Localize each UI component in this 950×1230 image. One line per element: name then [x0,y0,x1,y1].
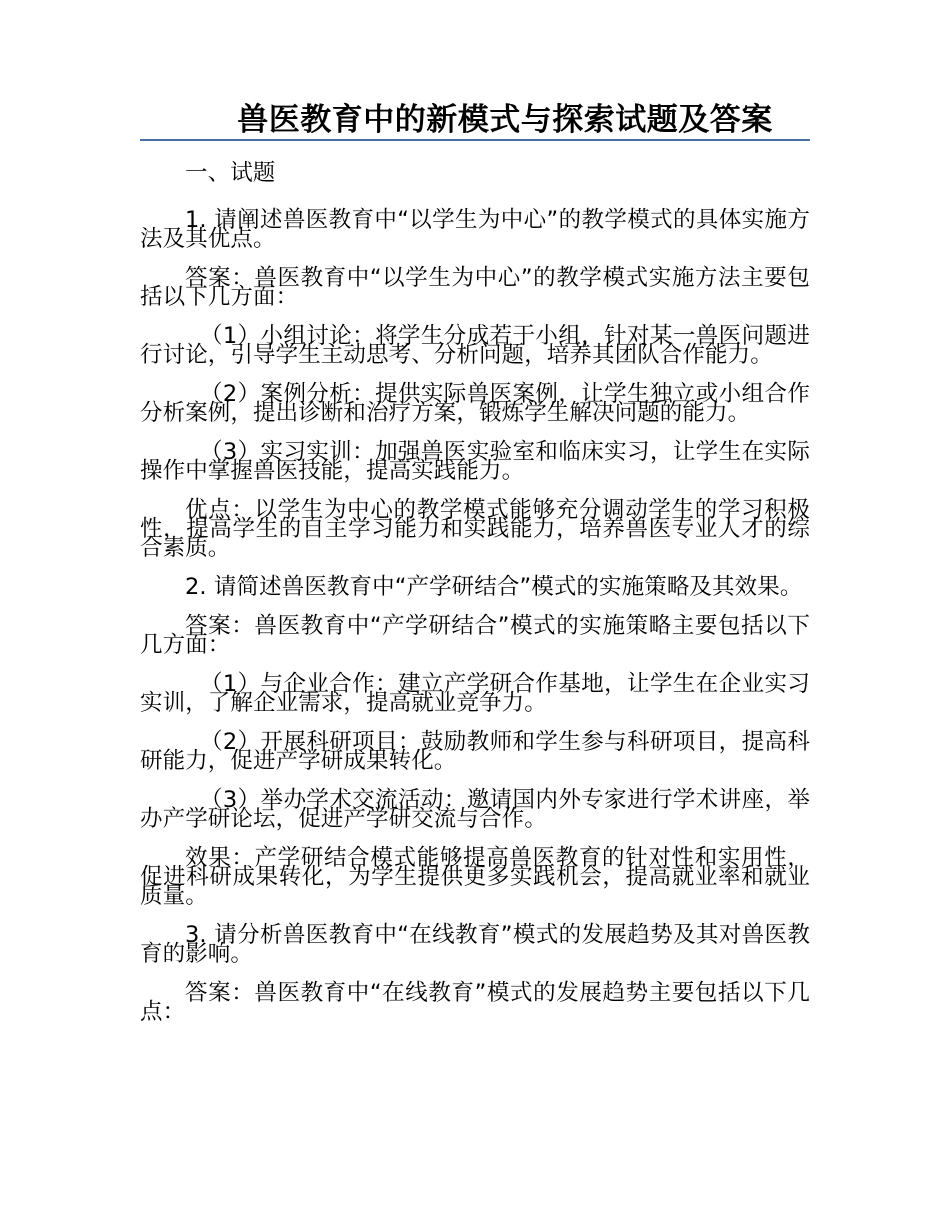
answer-1-item-2: （2）案例分析：提供实际兽医案例，让学生独立或小组合作分析案例，提出诊断和治疗方案，锻炼学生解决问题的能力。 [140,381,810,426]
answer-3-intro: 答案：兽医教育中“在线教育”模式的发展趋势主要包括以下几点： [140,980,810,1025]
answer-2-effects: 效果：产学研结合模式能够提高兽医教育的针对性和实用性，促进科研成果转化，为学生提供更多实践机会，提高就业率和就业质量。 [140,845,810,909]
section-heading: 一、试题 [185,160,276,186]
answer-2-item-3: （3）举办学术交流活动：邀请国内外专家进行学术讲座，举办产学研论坛，促进产学研交流与合作。 [140,787,810,832]
answer-1-item-3: （3）实习实训：加强兽医实验室和临床实习，让学生在实际操作中掌握兽医技能，提高实践能力。 [140,439,810,484]
answer-1-item-1: （1）小组讨论：将学生分成若干小组，针对某一兽医问题进行讨论，引导学生主动思考、分析问题，培养其团队合作能力。 [140,323,810,368]
answer-1-advantages: 优点：以学生为中心的教学模式能够充分调动学生的学习积极性，提高学生的自主学习能力和实践能力，培养兽医专业人才的综合素质。 [140,497,810,561]
title-underline [140,139,810,141]
document-title: 兽医教育中的新模式与探索试题及答案 [237,102,773,138]
answer-2-intro: 答案：兽医教育中“产学研结合”模式的实施策略主要包括以下几方面： [140,613,810,658]
question-3: 3. 请分析兽医教育中“在线教育”模式的发展趋势及其对兽医教育的影响。 [140,922,810,967]
answer-2-item-1: （1）与企业合作：建立产学研合作基地，让学生在企业实习实训，了解企业需求，提高就业竞争力。 [140,671,810,716]
answer-1-intro: 答案：兽医教育中“以学生为中心”的教学模式实施方法主要包括以下几方面： [140,265,810,310]
document-body [140,158,810,1042]
answer-2-item-2: （2）开展科研项目：鼓励教师和学生参与科研项目，提高科研能力，促进产学研成果转化。 [140,729,810,774]
question-1: 1. 请阐述兽医教育中“以学生为中心”的教学模式的具体实施方法及其优点。 [140,207,810,252]
question-2: 2. 请简述兽医教育中“产学研结合”模式的实施策略及其效果。 [185,574,803,600]
